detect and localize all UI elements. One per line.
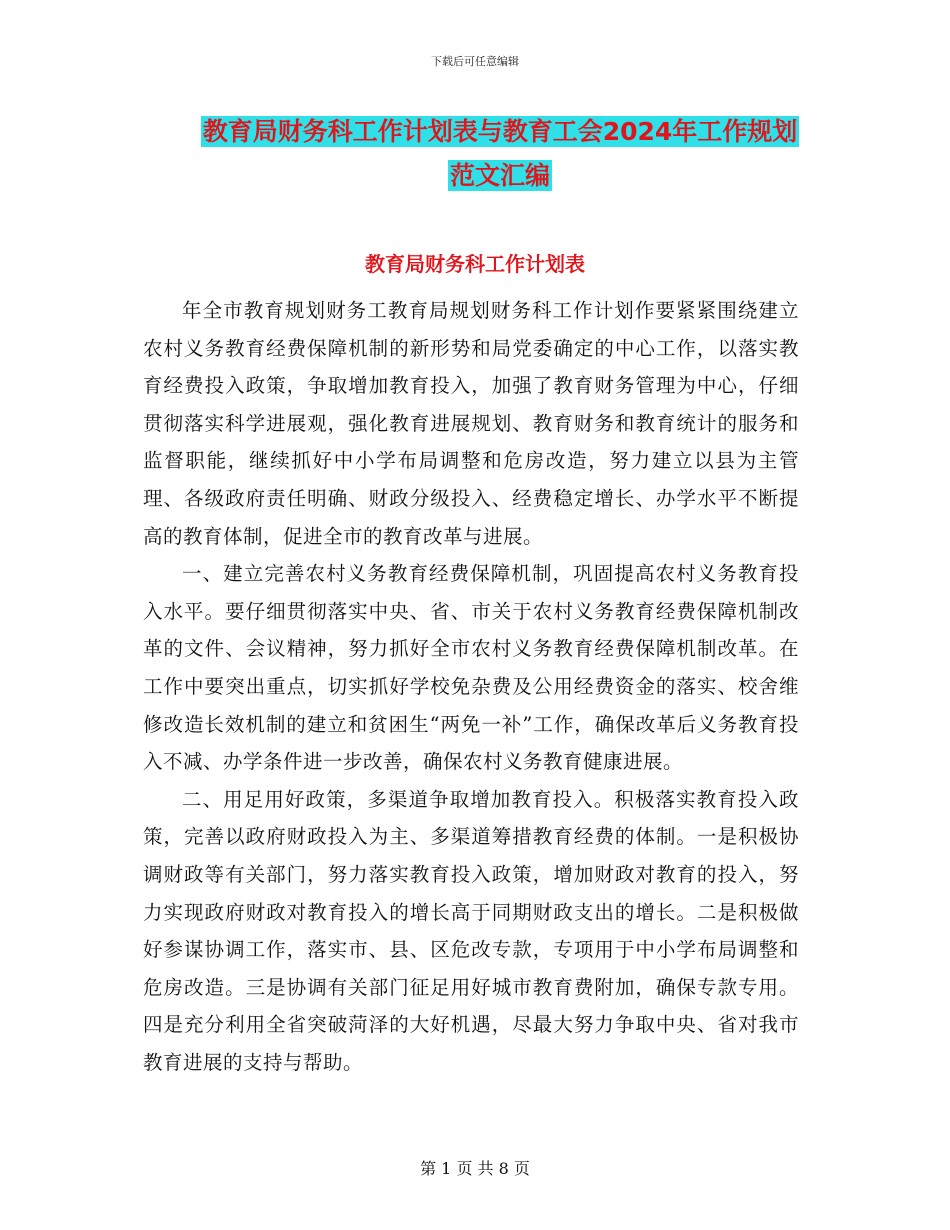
page-number: 第 1 页 共 8 页 <box>420 1159 530 1178</box>
document-body <box>143 292 799 1081</box>
paragraph-item-2: 二、用足用好政策，多渠道争取增加教育投入。积极落实教育投入政策，完善以政府财政投入为主、多渠道筹措教育经费的体制。一是积极协调财政等有关部门，努力落实教育投入政策，增加财政对教育的投入，努力实现政府财政对教育投入的增长高于同期财政支出的增长。二是积极做好参谋协调工作，落实市、县、区危改专款，专项用于中小学布局调整和危房改造。三是协调有关部门征足用好城市教育费附加，确保专款专用。四是充分利用全省突破菏泽的大好机遇，尽最大努力争取中央、省对我市教育进展的支持与帮助。 <box>143 787 799 1074</box>
document-title <box>120 110 880 198</box>
document-title-line1: 教育局财务科工作计划表与教育工会2024年工作规划 <box>202 117 798 146</box>
paragraph-item-1: 一、建立完善农村义务教育经费保障机制，巩固提高农村义务教育投入水平。要仔细贯彻落实中央、省、市关于农村义务教育经费保障机制改革的文件、会议精神，努力抓好全市农村义务教育经费保障机制改革。在工作中要突出重点，切实抓好学校免杂费及公用经费资金的落实、校舍维修改造长效机制的建立和贫困生“两免一补”工作，确保改革后义务教育投入不减、办学条件进一步改善，确保农村义务教育健康进展。 <box>143 562 799 774</box>
header-note: 下载后可任意编辑 <box>431 55 519 68</box>
document-title-line2: 范文汇编 <box>449 161 550 190</box>
paragraph-intro: 年全市教育规划财务工教育局规划财务科工作计划作要紧紧围绕建立农村义务教育经费保障机制的新形势和局党委确定的中心工作，以落实教育经费投入政策，争取增加教育投入，加强了教育财务管理为中心，仔细贯彻落实科学进展观，强化教育进展规划、教育财务和教育统计的服务和监督职能，继续抓好中小学布局调整和危房改造，努力建立以县为主管理、各级政府责任明确、财政分级投入、经费稳定增长、办学水平不断提高的教育体制，促进全市的教育改革与进展。 <box>143 299 799 548</box>
section-title: 教育局财务科工作计划表 <box>365 252 585 276</box>
